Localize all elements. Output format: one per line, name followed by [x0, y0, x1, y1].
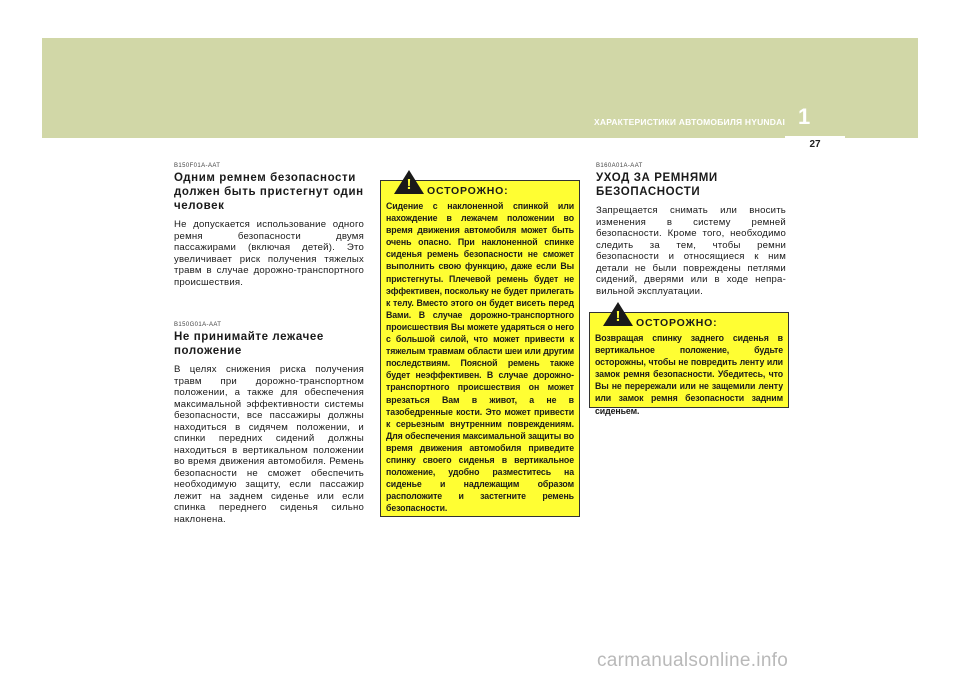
warning-box-reclining [380, 176, 580, 517]
exclamation-glyph: ! [406, 176, 412, 193]
warning-box-seatback [589, 308, 789, 416]
right-column [596, 163, 786, 297]
section-code: B150G01A-AAT [174, 322, 222, 328]
heading-line: человек [174, 200, 225, 212]
section-title: ХАРАКТЕРИСТИКИ АВТОМОБИЛЯ HYUNDAI [594, 117, 786, 127]
section-body: Не допускается использование одного ремня безопасности двумя пассажирами (включая детей). Это увеличивает риск получения тяжелых травм в случае дорожно-транспортного происшествия. [174, 219, 364, 288]
heading-line: должен быть пристегнут один [174, 186, 364, 198]
section-heading [174, 171, 364, 213]
chapter-number: 1 [798, 104, 811, 129]
exclamation-glyph: ! [615, 308, 621, 325]
heading-line: Не принимайте лежачее [174, 331, 324, 343]
section-heading: УХОД ЗА РЕМНЯМИ БЕЗОПАСНОСТИ [596, 172, 718, 198]
section-body: Запрещается снимать или вносить изменения в систему ремней безопасности. Кроме того, необходимо следить за тем, чтобы ремни безопасности и относящиеся к ним детали не были повреждены петлями сидений, дверями или в ходе непра-вильной эксплуатации. [596, 205, 786, 297]
section-body: В целях снижения риска получения травм при дорожно-транспортном положении, а также для обеспечения максимальной эффективности системы безопасности, все пассажиры должны находиться в сидячем положении, и спинки передних сидений должны находиться в вертикальном положении во время движения автомобиля. Ремень безопасности не сможет обеспечить необходимую защиту, если пассажир лежит на заднем сиденье или если спинка переднего сиденья сильно наклонена. [174, 364, 364, 525]
section-no-reclining [174, 322, 364, 525]
heading-line: Одним ремнем безопасности [174, 172, 356, 184]
watermark: carmanualsonline.info [597, 650, 789, 671]
warning-text: Сидение с наклоненной спинкой или нахождение в лежачем положении во время движения автомобиля может быть очень опасно. При наклоненной спинке сиденья ремень безопасности не сможет выполнить свою функцию, даже если Вы пристегнуты. Плечевой ремень будет не эффективен, поскольку не будет прилегать к телу. Вместо этого он будет висеть перед Вами. В случае дорожно-транспортного происшествия Вы можете ударяться о него с большой силой, что может привести к тяжелым травмам области шеи или другим последствиям. Поясной ремень также будет неэффективен. В случае дорожно-транспортного происшествия он может врезаться Вам в живот, а не в тазобедренные кости. Это может привести к серьезным внутренним повреждениям. Для обеспечения максимальной защиты во время движения автомобиля приведите спинку своего сиденья в вертикальное положение, удобно разместитесь на сиденье и надлежащим образом расположите и застегните ремень безопасности. [386, 201, 574, 514]
left-column [174, 163, 364, 525]
section-heading [174, 330, 364, 358]
section-shared-belt [174, 163, 364, 288]
warning-text: Возвращая спинку заднего сиденья в вертикальное положение, будьте осторожны, чтобы не повредить ленту или замок ремня безопасности. Убедитесь, что Вы не перережали или не защемили ленту или замок ремня безопасности задним сиденьем. [595, 333, 783, 416]
warning-label: ОСТОРОЖНО: [427, 185, 509, 197]
section-code: B160A01A-AAT [596, 163, 643, 169]
page-number: 27 [809, 139, 821, 150]
heading-line: положение [174, 345, 242, 357]
section-code: B150F01A-AAT [174, 163, 221, 169]
warning-label: ОСТОРОЖНО: [636, 317, 718, 329]
